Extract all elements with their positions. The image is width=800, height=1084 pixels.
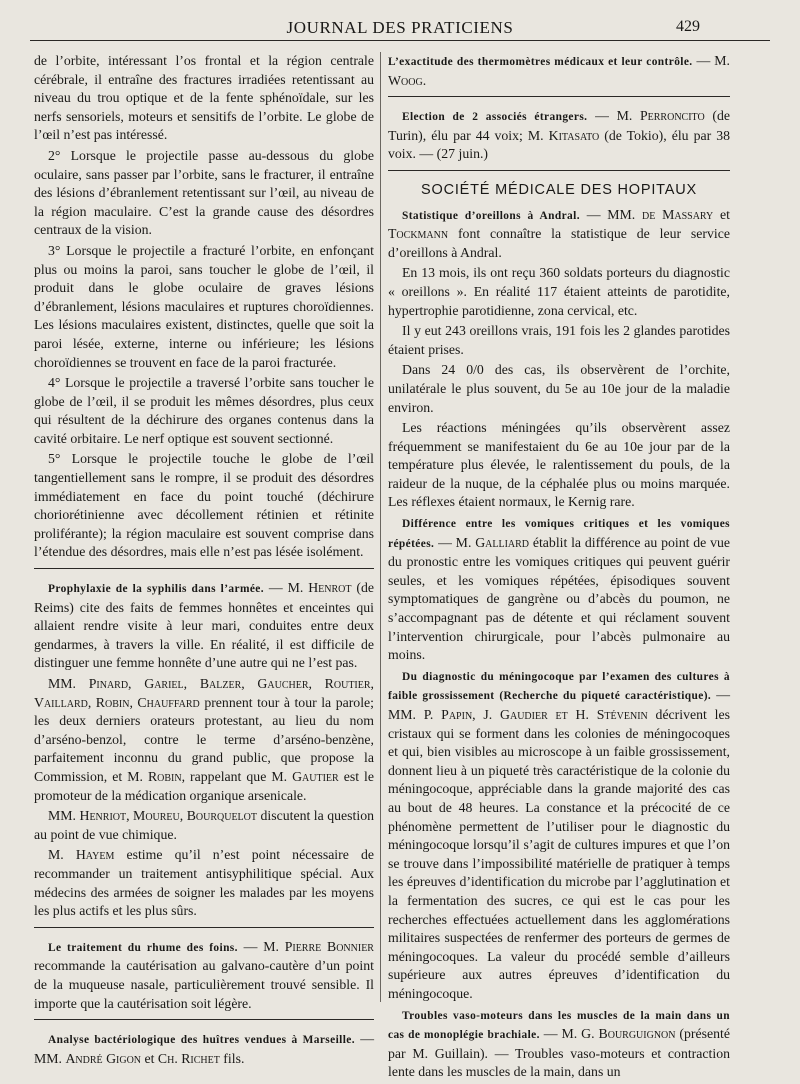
author-name: Henrot [308,580,352,596]
article-mumps: Statistique d’oreillons à Andral. — MM. de Massary et Tockmann font connaître la statistique de leur service d’oreillons à Andral. [388,206,730,260]
article-oysters: Analyse bactériologique des huîtres vendues à Marseille. — MM. André Gigon et Ch. Richet fils. [34,1031,374,1066]
paragraph-mumps-cases: En 13 mois, ils ont reçu 360 soldats porteurs du diagnostic « oreillons ». En réalité 117 étaient atteints de parotidite, hypertrophie parotidienne, zona cervical, etc. [388,265,730,318]
paragraph-meningeal: Les réactions méningées qu’ils observèrent assez fréquemment se manifestaient du 6e au 10e jour par de la température plus élevée, le ralentissement du pouls, de la raideur de la nuque, de la céphalée plus ou moins marquée. Les réflexes étaient normaux, le Kernig rare. [388,420,730,510]
article-vomiques: Différence entre les vomiques critiques et les vomiques répétées. — M. Galliard établit la différence au point de vue du pronostic entre les vomiques critiques qui peuvent guérir seules, et les vomiques répétées, épisodiques souvent symptomatiques de gangrène ou d’abcès du poumon, ne s’accompagnant pas de détente et qui réclament souvent l’intervention chirurgicale, pour l’abcès pulmonaire au moins. [388,518,730,663]
paragraph-orchitis: Dans 24 0/0 des cas, ils observèrent de l’orchite, unilatérale le plus souvent, du 5e au 10e jour de la maladie environ. [388,362,730,415]
page-number: 429 [676,18,700,35]
author-names: Henriot, Moureu, Bourquelot [79,808,258,824]
article-meningococcus: Du diagnostic du méningocoque par l’examen des cultures à faible grossissement (Recherche du piqueté caractéristique). — MM. P. Papin, J. Gaudier et H. Stévenin décrivent les cristaux qui se forment dans les colonies de méningocoques et qui, bien visibles au microscope à un faible grossissement, donnent lieu à un piqueté très caractéristique de la colonie du méningocoque, appréciable dans la grande majorité des cas au bout de 48 heures. La constance et la précocité de ce phénomène permettent de l’utiliser pour le diagnostic du méningocoque lorsqu’il s’agit de cultures impures et que l’on se trouve dans l’impossibilité matérielle de pratiquer à temps les épreuves d’identification du microbe par l’agglutination et la fermentation des sucres, ce qui est le cas pour les recherches effectuées actuellement dans les agglomérations militaires suspectées de renfermer des porteurs de germes de méningocoques. La valeur du procédé semble d’ailleurs supérieure aux autres épreuves d’identification du méningocoque. [388,670,730,1001]
article-title: Election de 2 associés étrangers. [402,111,588,124]
left-column [34,52,374,1070]
author-name: Pierre Bonnier [284,938,374,954]
article-title: Troubles vaso-moteurs dans les muscles de la main dans un cas de monoplégie brachiale. [388,1009,730,1042]
article-title: Statistique d’oreillons à Andral. [402,209,580,222]
section-separator [388,96,730,97]
section-separator [34,1019,374,1020]
article-title: Analyse bactériologique des huîtres vendues à Marseille. [48,1034,355,1047]
article-hay-fever: Le traitement du rhume des foins. — M. Pierre Bonnier recommande la cautérisation au galvano-cautère d’un point de la muqueuse nasale, particulièrement trouvé sensible. Il importe que la cautérisation soit légère. [34,938,374,1011]
running-header [30,16,770,41]
article-election: Election de 2 associés étrangers. — M. Perroncito (de Turin), élu par 44 voix; M. Kitasato (de Tokio), élu par 38 voix. — (27 juin.) [388,108,730,162]
paragraph-hayem: M. Hayem estime qu’il n’est point nécessaire de recommander un traitement antisyphilitique spécial. Aux médecins des armées de soigner les malades par les moyens les plus actifs et les plus sûrs. [34,847,375,919]
section-heading: SOCIÉTÉ MÉDICALE DES HOPITAUX [421,181,697,198]
article-title: L’exactitude des thermomètres médicaux et leur contrôle. [388,56,693,68]
article-title: Le traitement du rhume des foins. [48,941,238,954]
paragraph-point-2: 2° Lorsque le projectile passe au-dessous du globe oculaire, sans passer par l’orbite, sans le fracturer, il entraîne des lésions d’ébranlement retentissant sur l’œil, au niveau de la région maculaire. C’est la grande cause des désordres centraux de la vision. [34,147,374,238]
author-name: Galliard [475,534,530,550]
paragraph-point-3: 3° Lorsque le projectile a fracturé l’orbite, en enfonçant plus ou moins la paroi, sans toucher le globe de l’œil, il produit dans le globe oculaire de graves lésions d’ébranlement, lésions maculaires et ruptures choroïdiennes. Les lésions maculaires existent, distinctes, quelle que soit la paroi lésée, externe, interne ou inférieure; les lésions choroïdiennes se trouvent en face de la paroi fracturée. [34,242,374,370]
right-column [388,52,730,1084]
article-title: Du diagnostic du méningocoque par l’examen des cultures à faible grossissement (Recherche du piqueté caractéristique). [388,670,730,703]
article-title: Prophylaxie de la syphilis dans l’armée. [48,583,264,596]
paragraph-point-5: 5° Lorsque le projectile touche le globe de l’œil tangentiellement sans le rompre, il se produit des désordres immédiatement en face du point touché (déchirure choriorétinienne avec décollement rétinien et rétinite proliférante); la région maculaire est souvent comprise dans l’étendue des désordres, mais elle n’est pas lésée isolément. [34,451,374,560]
article-title: Différence entre les vomiques critiques et les vomiques répétées. [388,518,730,550]
paragraph-chemistry: MM. Henriot, Moureu, Bourquelot discutent la question au point de vue chimique. [34,808,375,842]
section-separator [34,927,374,928]
author-name: Hayem [75,847,115,863]
section-separator [388,170,730,171]
paragraph-point-4: 4° Lorsque le projectile a traversé l’orbite sans toucher le globe de l’œil, il se produit les mêmes désordres, plus ceux qui résultent de la déchirure des organes contenus dans la cavité orbitaire. Le nerf optique est souvent sectionné. [34,375,374,446]
article-syphilis: Prophylaxie de la syphilis dans l’armée. — M. Henrot (de Reims) cite des faits de femmes honnêtes et enceintes qui allaient rendre visite à leur mari, conduites entre deux gendarmes, à travers la ville. En réalité, il est difficile de distinguer une femme honnête d’une autre qui ne l’est pas. [34,580,374,671]
journal-title: JOURNAL DES PRATICIENS [286,18,514,37]
paragraph-discussion: MM. Pinard, Gariel, Balzer, Gaucher, Routier, Vaillard, Robin, Chauffard prennent tour à tour la parole; les deux derniers orateurs protestant, au lieu du nom d’arséno-benzol, contre le terme d’arséno-benzène, parfaitement inconnu du grand public, que propose la Commission, et M. Robin, rappelant que M. Gautier est le promoteur de la médication organique arsenicale. [34,676,374,803]
paragraph-mumps-true: Il y eut 243 oreillons vrais, 191 fois les 2 glandes parotides étaient prises. [388,323,730,357]
article-vasomotor: Troubles vaso-moteurs dans les muscles de la main dans un cas de monoplégie brachiale. — M. G. Bourguignon (présenté par M. Guillain). — Troubles vaso-moteurs et contraction lente dans les muscles de la main, dans un [388,1009,730,1080]
paragraph-orbit-continued: de l’orbite, intéressant l’os frontal et la région centrale cérébrale, il entraîne des fractures irradiées retentissant au niveau du trou optique et de la fente sphénoïdale, sur les nerfs sensoriels, moteurs et sensitifs de l’orbite. Le globe de l’œil n’est pas intéressé. [34,53,374,143]
author-names: Pinard, Gariel, Balzer, Gaucher, Routier, Vaillard, Robin, Chauffard [34,676,374,710]
section-separator [34,568,374,569]
author-name: Woog [388,72,423,88]
author-name: Bourguignon [598,1026,676,1042]
article-thermometers: L’exactitude des thermomètres médicaux et leur contrôle. — M. Woog. [388,53,730,88]
column-divider [380,52,381,1002]
author-names: P. Papin, J. Gaudier et H. Stévenin [423,707,648,722]
